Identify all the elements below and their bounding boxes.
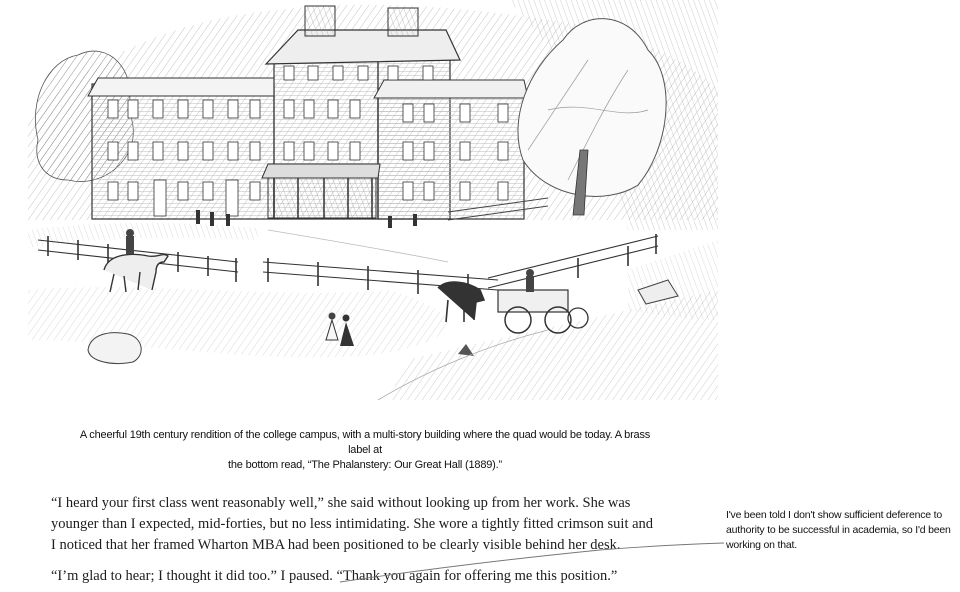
caption-line: A cheerful 19th century rendition of the college campus, with a multi-story building where the quad would be today. A brass label at xyxy=(79,429,651,456)
caption-line: the bottom read, “The Phalanstery: Our Great Hall (1889).” xyxy=(228,459,502,471)
phalanstery-sketch xyxy=(28,0,718,410)
figure-caption xyxy=(70,428,660,473)
story-paragraph-2 xyxy=(51,566,681,587)
paragraph-line: “I heard your first class went reasonably well,” she said without looking up from her work. She was xyxy=(51,495,631,511)
paragraph-line: I noticed that her framed Wharton MBA had been positioned to be clearly visible behind her desk. xyxy=(51,537,621,553)
paragraph-line: younger than I expected, mid-forties, but no less intimidating. She wore a tightly fitted crimson suit and xyxy=(51,516,654,532)
margin-note-line: I've been told I don't show sufficient deference to xyxy=(726,509,943,521)
story-paragraph-1 xyxy=(51,493,681,556)
paragraph-line: “I’m glad to hear; I thought it did too.” I paused. “Thank you again for offering me this position.” xyxy=(51,568,618,584)
campus-illustration xyxy=(28,0,718,410)
margin-note-line: authority to be successful in academia, so I'd been xyxy=(726,524,951,536)
margin-note-line: working on that. xyxy=(726,539,797,551)
margin-note xyxy=(726,508,951,553)
